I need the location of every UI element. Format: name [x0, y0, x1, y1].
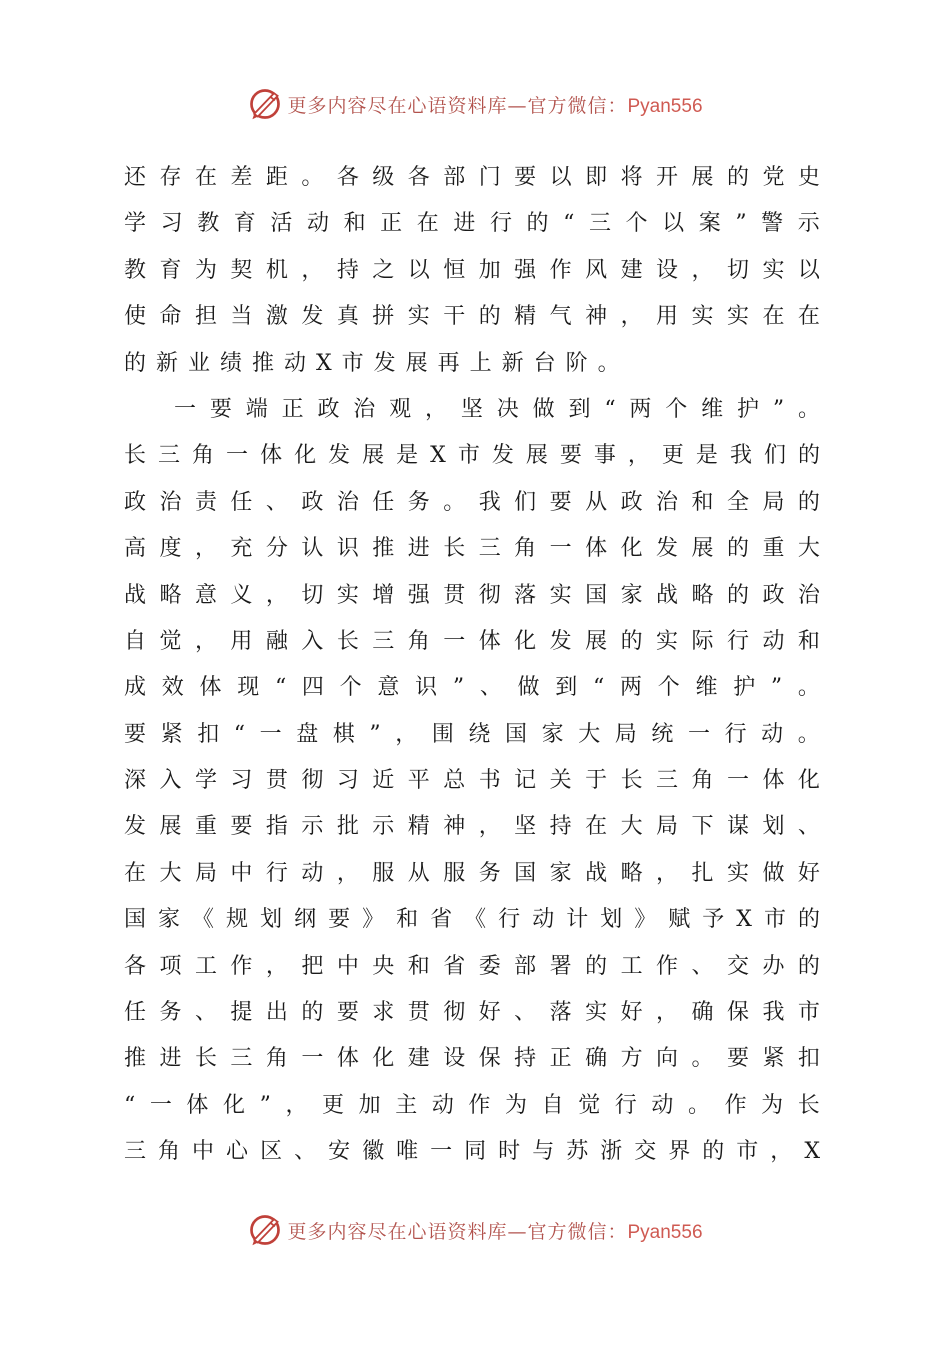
- line-characters: 还 存 在 差 距 。 各 级 各 部 门 要 以 即 将 开 展 的 党 史: [124, 165, 820, 190]
- line-characters: 推 进 长 三 角 一 体 化 建 设 保 持 正 确 方 向 。 要 紧 扣: [124, 1046, 820, 1072]
- line-characters: 自 觉 ， 用 融 入 长 三 角 一 体 化 发 展 的 实 际 行 动 和: [124, 628, 820, 654]
- text-line: [124, 804, 820, 850]
- pen-circle-logo-icon: [247, 1212, 283, 1248]
- text-line: [124, 1036, 820, 1082]
- header-watermark: [0, 82, 950, 126]
- text-line: [124, 201, 820, 247]
- pen-circle-logo-icon: [247, 86, 283, 122]
- text-line: [124, 526, 820, 572]
- text-line: [124, 851, 820, 897]
- text-line: [124, 1129, 820, 1175]
- text-line: [124, 573, 820, 619]
- line-characters: 战 略 意 义 ， 切 实 增 强 贯 彻 落 实 国 家 战 略 的 政 治: [124, 582, 820, 608]
- line-characters: 学 习 教 育 活 动 和 正 在 进 行 的 “ 三 个 以 案 ” 警 示: [124, 211, 820, 237]
- text-line: [124, 480, 820, 526]
- text-line: [124, 944, 820, 990]
- text-line: [124, 155, 820, 201]
- text-line: [124, 665, 820, 711]
- text-line: [124, 758, 820, 804]
- line-characters: 任 务 、 提 出 的 要 求 贯 彻 好 、 落 实 好 ， 确 保 我 市: [124, 1000, 820, 1026]
- line-characters: “ 一 体 化 ” ， 更 加 主 动 作 为 自 觉 行 动 。 作 为 长: [124, 1092, 820, 1118]
- text-line: [124, 294, 820, 340]
- line-characters: 一 要 端 正 政 治 观 ， 坚 决 做 到 “ 两 个 维 护 ” 。: [174, 396, 820, 422]
- line-characters: 长 三 角 一 体 化 发 展 是 X 市 发 展 要 事 ， 更 是 我 们 的: [124, 443, 820, 469]
- watermark-text: 更多内容尽在心语资料库—官方微信：Pyan556: [287, 94, 703, 117]
- text-line: 的新业绩推动X市发展再上新台阶。: [124, 350, 630, 376]
- text-line: [124, 990, 820, 1036]
- text-line: [124, 387, 820, 433]
- line-characters: 国 家 《 规 划 纲 要 》 和 省 《 行 动 计 划 》 赋 予 X 市 的: [124, 907, 820, 933]
- line-characters: 深 入 学 习 贯 彻 习 近 平 总 书 记 关 于 长 三 角 一 体 化: [124, 768, 820, 794]
- line-characters: 教 育 为 契 机 ， 持 之 以 恒 加 强 作 风 建 设 ， 切 实 以: [124, 257, 820, 283]
- line-characters: 各 项 工 作 ， 把 中 央 和 省 委 部 署 的 工 作 、 交 办 的: [124, 953, 820, 979]
- line-characters: 高 度 ， 充 分 认 识 推 进 长 三 角 一 体 化 发 展 的 重 大: [124, 536, 820, 562]
- text-line: [124, 433, 820, 479]
- line-characters: 成 效 体 现 “ 四 个 意 识 ” 、 做 到 “ 两 个 维 护 ” 。: [124, 675, 820, 701]
- document-body: [124, 155, 820, 1176]
- text-line: [124, 712, 820, 758]
- text-line: [124, 1083, 820, 1129]
- text-line: [124, 897, 820, 943]
- line-characters: 要 紧 扣 “ 一 盘 棋 ” ， 围 绕 国 家 大 局 统 一 行 动 。: [124, 721, 820, 747]
- text-line: [124, 248, 820, 294]
- line-characters: 使 命 担 当 激 发 真 拼 实 干 的 精 气 神 ， 用 实 实 在 在: [124, 304, 820, 330]
- footer-watermark: [0, 1208, 950, 1252]
- line-characters: 政 治 责 任 、 政 治 任 务 。 我 们 要 从 政 治 和 全 局 的: [124, 489, 820, 515]
- line-characters: 在 大 局 中 行 动 ， 服 从 服 务 国 家 战 略 ， 扎 实 做 好: [124, 860, 820, 886]
- line-characters: 三 角 中 心 区 、 安 徽 唯 一 同 时 与 苏 浙 交 界 的 市 ， X: [124, 1139, 820, 1165]
- watermark-text: 更多内容尽在心语资料库—官方微信：Pyan556: [287, 1220, 703, 1243]
- line-characters: 发 展 重 要 指 示 批 示 精 神 ， 坚 持 在 大 局 下 谋 划 、: [124, 814, 820, 840]
- text-line: [124, 619, 820, 665]
